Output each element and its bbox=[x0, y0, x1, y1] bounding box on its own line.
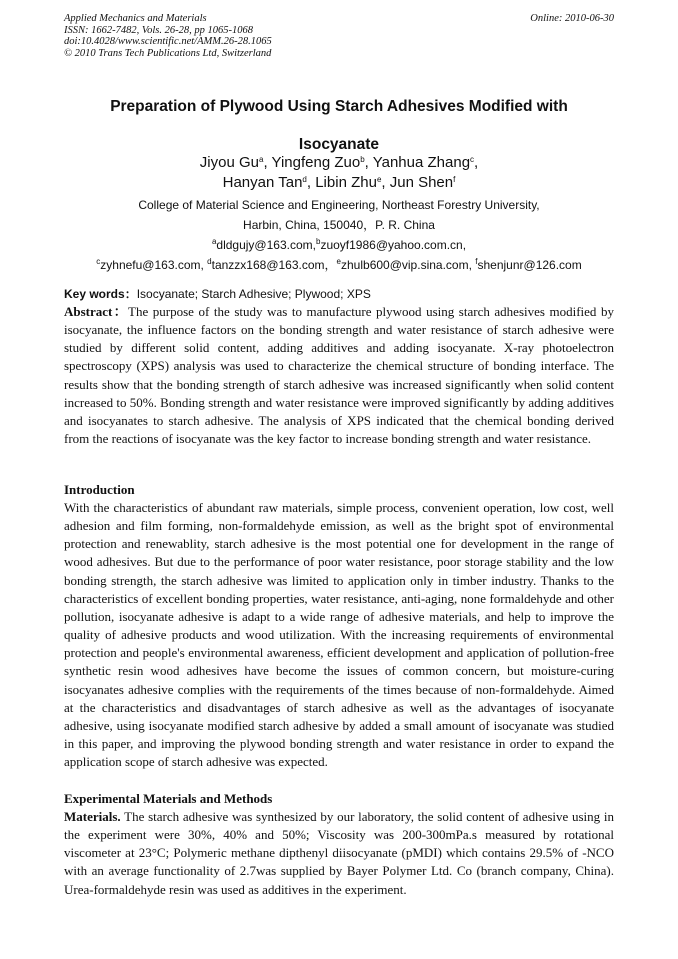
experimental-heading bbox=[64, 790, 614, 808]
author-sep: , bbox=[306, 174, 316, 191]
author-name: Hanyan Tan bbox=[222, 174, 303, 191]
email-mark: a bbox=[211, 237, 217, 246]
author-name: Yingfeng Zuo bbox=[271, 154, 361, 171]
keywords-colon: ： bbox=[124, 287, 137, 301]
author-name: Yanhua Zhang bbox=[372, 154, 471, 171]
email-line-2 bbox=[40, 255, 638, 275]
introduction-text: With the characteristics of abundant raw materials, simple process, convenient operation, low cost, well adhesion and film forming, non-formaldehyde emission, as well as the bright spot of environmental protection and renewablity, starch adhesive is the most potential one for development in the range of wood adhesives. But due to the performance of poor water resistance, poor storage stability and the low bonding strength, the starch adhesive was limited to application only in timber industry. Thanks to the characteristics of excellent bonding properties, water resistance, anti-aging, none formaldehyde and other pollution, isocyanate adhesive is adapt to a wide range of adhesive materials, and help to improve the quality of adhesive products and wood utilization. With the increasing requirements of environmental protection and people's environmental awareness, efficient development and application of pollution-free synthetic resin wood adhesives have become the issues of common concern, but moisture-curing isocyanates adhesive complies with the requirements of the times because of non-formaldehyde. Aimed at the characteristics and disadvantages of starch adhesive as well as the advantages of isocyanate adhesive, using isocyanate modified starch adhesive by added a small amount of isocyanate was studied in this paper, and improving the plywood bonding strength and water resistance in order to expand the application scope of starch adhesive was expected. bbox=[64, 500, 614, 770]
abstract bbox=[64, 303, 614, 448]
author-mark: e bbox=[376, 175, 382, 184]
email-address[interactable]: dldgujy@163.com, bbox=[216, 238, 316, 252]
email-mark: c bbox=[96, 257, 101, 266]
keywords-label: Key words bbox=[64, 287, 125, 301]
journal-header bbox=[64, 13, 272, 59]
title-line-1: Preparation of Plywood Using Starch Adhesives Modified with bbox=[110, 98, 568, 115]
journal-name: Applied Mechanics and Materials bbox=[64, 13, 207, 24]
doi: doi:10.4028/www.scientific.net/AMM.26-28.1065 bbox=[64, 36, 272, 48]
abstract-text: The purpose of the study was to manufacture plywood using starch adhesives modified by isocyanate, the influence factors on the bonding strength and water resistance of starch adhesive were studied by different solid content, adding additives and adding isocyanate. X-ray photoelectron spectroscopy (XPS) analysis was used to characterize the chemical structure of bonding interface. The results show that the bonding strength of starch adhesive was increased significantly when solid content increased to 50%. Bonding strength and water resistance were improved significantly by adding additives and isocyanates to starch adhesive. The analysis of XPS indicated that the chemical bonding derived from the reactions of isocyanate was the key factor to increase bonding strength and water resistance. bbox=[64, 304, 614, 447]
materials-paragraph bbox=[64, 808, 614, 899]
materials-label: Materials. bbox=[64, 809, 121, 824]
introduction-body bbox=[64, 499, 614, 771]
keywords bbox=[64, 285, 614, 303]
author-sep: , bbox=[381, 174, 390, 191]
author-name: Libin Zhu bbox=[315, 174, 377, 191]
author-line-1 bbox=[40, 153, 638, 173]
issn: ISSN: 1662-7482, Vols. 26-28, pp 1065-1068 bbox=[64, 24, 253, 36]
email-line-1 bbox=[40, 235, 638, 255]
keywords-text: Isocyanate; Starch Adhesive; Plywood; XPS bbox=[136, 287, 371, 301]
author-mark: a bbox=[258, 155, 264, 164]
email-mark: f bbox=[475, 257, 478, 266]
email-address[interactable]: zuoyf1986@yahoo.com.cn, bbox=[320, 238, 467, 252]
introduction-heading bbox=[64, 481, 614, 499]
author-mark: b bbox=[360, 155, 365, 164]
title-line-2: Isocyanate bbox=[298, 136, 380, 153]
affiliation-line-2: Harbin, China, 150040，P. R. China bbox=[243, 218, 435, 232]
author-list bbox=[40, 153, 638, 193]
email-mark: e bbox=[336, 257, 341, 266]
author-line-2 bbox=[40, 173, 638, 193]
abstract-label: Abstract bbox=[64, 304, 113, 319]
affiliation-line-1: College of Material Science and Engineering, Northeast Forestry University, bbox=[138, 198, 540, 212]
abstract-colon: ： bbox=[112, 304, 129, 319]
author-sep: , bbox=[474, 154, 479, 171]
email-mark: b bbox=[315, 237, 321, 246]
email-mark: d bbox=[207, 257, 212, 266]
copyright: © 2010 Trans Tech Publications Ltd, Switzerland bbox=[64, 47, 272, 59]
introduction-heading-text: Introduction bbox=[64, 482, 135, 497]
author-name: Jiyou Gu bbox=[199, 154, 259, 171]
author-mark: f bbox=[453, 175, 456, 184]
materials-text: The starch adhesive was synthesized by our laboratory, the solid content of adhesive using in the experiment were 30%, 40% and 50%; Viscosity was 200-300mPa.s measured by rotational viscometer at 23°C; Polymeric methane dipthenyl diisocyanate (pMDI) which contains 29.5% of -NCO with an average functionality of 2.7was supplied by Bayer Polymer Ltd. Co (branch company, China). Urea-formaldehyde resin was used as additives in the experiment. bbox=[64, 809, 614, 897]
author-sep: , bbox=[364, 154, 373, 171]
email-address[interactable]: zyhnefu@163.com, bbox=[100, 258, 208, 272]
email-address[interactable]: tanzzx168@163.com， bbox=[211, 258, 337, 272]
author-sep: , bbox=[263, 154, 272, 171]
author-name: Jun Shen bbox=[389, 174, 454, 191]
email-address[interactable]: zhulb600@vip.sina.com, bbox=[341, 258, 476, 272]
online-date: Online: 2010-06-30 bbox=[530, 13, 614, 24]
email-address[interactable]: shenjunr@126.com bbox=[477, 258, 582, 272]
author-mark: d bbox=[302, 175, 307, 184]
experimental-heading-text: Experimental Materials and Methods bbox=[64, 791, 273, 806]
affiliation bbox=[40, 195, 638, 275]
author-mark: c bbox=[470, 155, 475, 164]
